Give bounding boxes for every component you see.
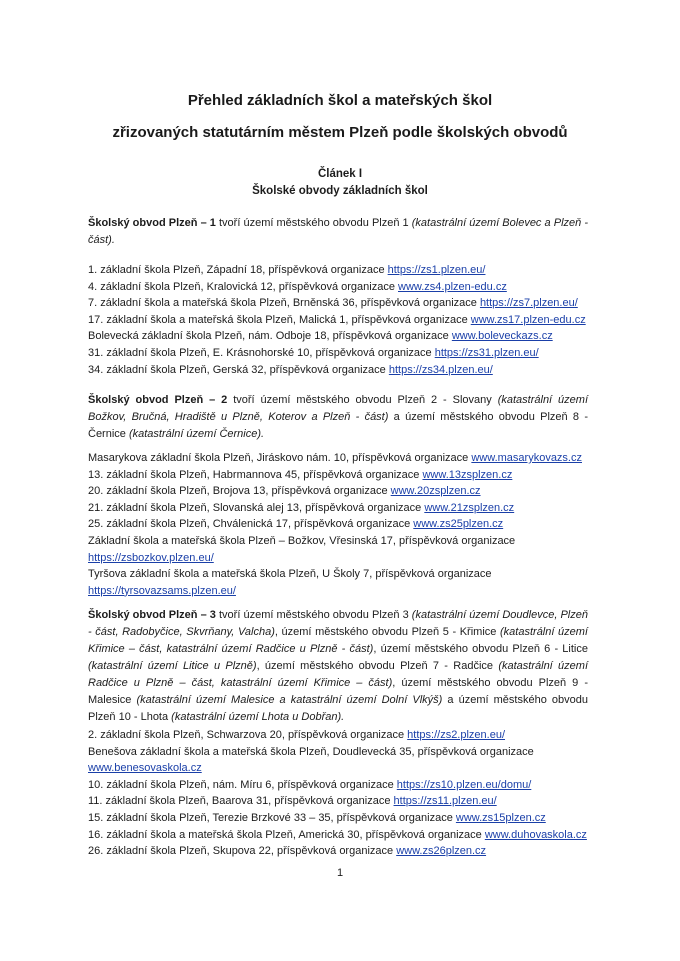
section-3-intro-p1: tvoří území městského obvodu Plzeň 3 bbox=[215, 609, 412, 621]
article-label: Článek I bbox=[317, 168, 363, 180]
section-3-intro-p4: (katastrální území Křimice – část, katastrální území Radčice u Plzně - část) bbox=[88, 626, 588, 655]
list-item bbox=[88, 328, 608, 345]
list-item bbox=[88, 450, 608, 467]
list-item bbox=[88, 516, 608, 533]
school-name: 16. základní škola a mateřská škola Plzeň, Americká 30, příspěvková organizace bbox=[88, 828, 485, 841]
list-item bbox=[88, 810, 608, 827]
school-name: 17. základní škola a mateřská škola Plzeň, Malická 1, příspěvková organizace bbox=[88, 313, 471, 326]
section-2-intro-italic-b: (katastrální území Božkov, Bručná, Hradiště u Plzně, Koterov a Plzeň - část) bbox=[88, 394, 588, 423]
school-name: Základní škola a mateřská škola Plzeň – Božkov, Vřesinská 17, příspěvková organizace bbox=[88, 534, 516, 547]
section-3-intro-p10: (katastrální území Malesice a katastrální území Dolní Vlkýš) bbox=[136, 694, 443, 706]
section-2-heading: Školský obvod Plzeň – 2 bbox=[88, 394, 228, 406]
list-item bbox=[88, 483, 608, 500]
list-item bbox=[88, 279, 608, 296]
list-item bbox=[88, 295, 608, 312]
section-3-intro-p8: (katastrální území Radčice u Plzně – část, katastrální území Křimice – část) bbox=[88, 660, 588, 689]
document-title-line2: zřizovaných statutárním městem Plzeň podle školských obvodů bbox=[112, 124, 568, 141]
section-2-intro-italic-d: (katastrální území Černice). bbox=[128, 428, 265, 440]
section-1-intro bbox=[88, 215, 588, 249]
section-2-intro bbox=[88, 392, 588, 443]
section-1-school-list bbox=[88, 262, 608, 378]
school-name: 7. základní škola a mateřská škola Plzeň, Brněnská 36, příspěvková organizace bbox=[88, 297, 480, 310]
school-link[interactable]: www.duhovaskola.cz bbox=[484, 828, 587, 841]
school-link[interactable]: www.13zsplzen.cz bbox=[422, 468, 513, 481]
section-1-intro-italic: (katastrální území Bolevec a Plzeň - část). bbox=[88, 217, 588, 246]
list-item bbox=[88, 827, 608, 844]
section-3-intro-p12: (katastrální území Lhota u Dobřan). bbox=[171, 711, 345, 723]
school-name: 1. základní škola Plzeň, Západní 18, příspěvková organizace bbox=[88, 264, 388, 276]
school-name: Bolevecká základní škola Plzeň, nám. Odboje 18, příspěvková organizace bbox=[88, 330, 452, 343]
list-item bbox=[88, 550, 608, 567]
section-3-intro-p9: , území městského obvodu Plzeň 9 - Malesice bbox=[88, 677, 588, 706]
school-name: 26. základní škola Plzeň, Skupova 22, příspěvková organizace bbox=[88, 845, 397, 858]
school-name: 11. základní škola Plzeň, Baarova 31, příspěvková organizace bbox=[88, 795, 394, 808]
list-item bbox=[88, 566, 608, 583]
school-name: 34. základní škola Plzeň, Gerská 32, příspěvková organizace bbox=[88, 363, 389, 376]
school-name: 21. základní škola Plzeň, Slovanská alej 13, příspěvková organizace bbox=[88, 501, 425, 514]
section-2-intro-text-a: tvoří území městského obvodu Plzeň 2 - Slovany bbox=[227, 394, 498, 406]
list-item bbox=[88, 467, 608, 484]
school-link[interactable]: https://zs10.plzen.eu/domu/ bbox=[396, 778, 532, 791]
list-item bbox=[88, 727, 608, 744]
section-3-intro-p6: (katastrální území Litice u Plzně) bbox=[88, 660, 257, 672]
school-link[interactable]: www.20zsplzen.cz bbox=[390, 485, 481, 498]
section-2-intro-text-c: a území městského obvodu Plzeň 8 - Černice bbox=[88, 411, 588, 440]
school-name: 20. základní škola Plzeň, Brojova 13, příspěvková organizace bbox=[88, 485, 391, 498]
school-name: Tyršova základní škola a mateřská škola Plzeň, U Školy 7, příspěvková organizace bbox=[88, 568, 492, 581]
list-item bbox=[88, 262, 608, 279]
list-item bbox=[88, 345, 608, 362]
list-item bbox=[88, 793, 608, 810]
school-link[interactable]: https://zs11.plzen.eu/ bbox=[393, 795, 497, 808]
section-3-heading: Školský obvod Plzeň – 3 bbox=[88, 609, 216, 621]
school-link[interactable]: https://zs34.plzen.eu/ bbox=[388, 363, 493, 376]
school-link[interactable]: https://zs7.plzen.eu/ bbox=[479, 297, 578, 310]
section-1-heading: Školský obvod Plzeň – 1 bbox=[88, 217, 216, 229]
list-item bbox=[88, 760, 608, 777]
section-3-intro-p5: , území městského obvodu Plzeň 6 - Litice bbox=[373, 643, 588, 655]
school-name: 31. základní škola Plzeň, E. Krásnohorské 10, příspěvková organizace bbox=[88, 346, 435, 359]
section-3-intro bbox=[88, 607, 588, 726]
school-link[interactable]: www.zs25plzen.cz bbox=[413, 518, 504, 531]
school-link[interactable]: https://zs2.plzen.eu/ bbox=[407, 729, 506, 741]
school-link[interactable]: www.zs26plzen.cz bbox=[396, 845, 487, 858]
list-item bbox=[88, 533, 608, 550]
school-link[interactable]: https://zs1.plzen.eu/ bbox=[387, 264, 486, 276]
list-item bbox=[88, 362, 608, 379]
list-item bbox=[88, 500, 608, 517]
school-link[interactable]: www.zs4.plzen-edu.cz bbox=[398, 280, 507, 293]
school-name: Benešova základní škola a mateřská škola Plzeň, Doudlevecká 35, příspěvková organizace bbox=[88, 745, 534, 758]
document-title-line1: Přehled základních škol a mateřských škol bbox=[187, 92, 493, 109]
list-item bbox=[88, 744, 608, 761]
school-link[interactable]: https://tyrsovazsams.plzen.eu/ bbox=[88, 584, 236, 597]
school-link[interactable]: https://zs31.plzen.eu/ bbox=[434, 346, 539, 359]
page-number: 1 bbox=[336, 867, 344, 879]
school-link[interactable]: www.boleveckazs.cz bbox=[451, 330, 553, 343]
list-item bbox=[88, 312, 608, 329]
list-item bbox=[88, 777, 608, 794]
article-subtitle: Školské obvody základních škol bbox=[252, 185, 428, 197]
school-name: 4. základní škola Plzeň, Kralovická 12, příspěvková organizace bbox=[88, 280, 398, 293]
section-3-intro-p2: (katastrální území Doudlevce, Plzeň - část, Radobyčice, Skvrňany, Valcha) bbox=[88, 609, 588, 638]
school-link[interactable]: www.zs17.plzen-edu.cz bbox=[470, 313, 586, 326]
school-name: 10. základní škola Plzeň, nám. Míru 6, příspěvková organizace bbox=[88, 778, 397, 791]
school-link[interactable]: www.masarykovazs.cz bbox=[471, 452, 582, 464]
school-link[interactable]: www.21zsplzen.cz bbox=[424, 501, 515, 514]
section-2-school-list bbox=[88, 450, 608, 599]
section-3-intro-p3: , území městského obvodu Plzeň 5 - Křimice bbox=[274, 626, 501, 638]
section-3-intro-p11: a území městského obvodu Plzeň 10 - Lhota bbox=[88, 694, 589, 723]
school-link[interactable]: www.benesovaskola.cz bbox=[88, 762, 202, 775]
section-1-intro-text: tvoří území městského obvodu Plzeň 1 bbox=[215, 217, 412, 229]
list-item bbox=[88, 843, 608, 860]
school-name: 13. základní škola Plzeň, Habrmannova 45, příspěvková organizace bbox=[88, 468, 423, 481]
school-name: 15. základní škola Plzeň, Terezie Brzkové 33 – 35, příspěvková organizace bbox=[88, 811, 456, 824]
school-name: 25. základní škola Plzeň, Chválenická 17, příspěvková organizace bbox=[88, 518, 414, 531]
section-3-intro-p7: , území městského obvodu Plzeň 7 - Radčice bbox=[256, 660, 499, 672]
school-link[interactable]: https://zsbozkov.plzen.eu/ bbox=[88, 551, 214, 564]
section-3-school-list bbox=[88, 727, 608, 860]
list-item bbox=[88, 583, 608, 600]
school-name: 2. základní škola Plzeň, Schwarzova 20, příspěvková organizace bbox=[88, 729, 408, 741]
school-name: Masarykova základní škola Plzeň, Jiráskovo nám. 10, příspěvková organizace bbox=[88, 452, 472, 464]
school-link[interactable]: www.zs15plzen.cz bbox=[455, 811, 546, 824]
